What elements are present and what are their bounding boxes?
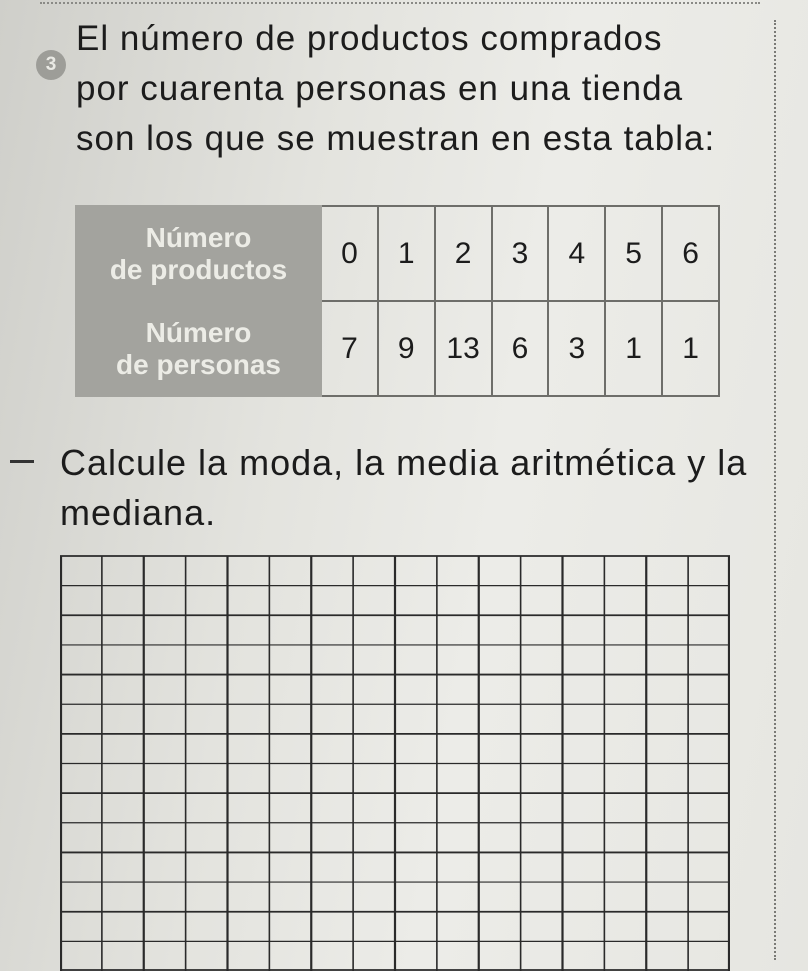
- table-cell: 4: [548, 206, 605, 301]
- table-cell: 6: [662, 206, 719, 301]
- header-cell-people: [76, 301, 321, 396]
- frequency-table-container: [75, 205, 720, 397]
- table-row-products: [76, 206, 719, 301]
- exercise-intro-text: El número de productos comprados por cuarenta personas en una tienda son los que se muestran en esta tabla:: [76, 19, 716, 158]
- exercise-question: Calcule la moda, la media aritmética y la mediana.: [60, 442, 748, 533]
- answer-grid: [60, 548, 730, 971]
- table-cell: 9: [378, 301, 435, 396]
- table-cell: 1: [378, 206, 435, 301]
- table-row-people: [76, 301, 719, 396]
- table-cell: 1: [605, 301, 662, 396]
- header-cell-products: [76, 206, 321, 301]
- header-line: de personas: [116, 348, 281, 380]
- table-cell: 0: [321, 206, 378, 301]
- answer-grid-area: [60, 548, 730, 971]
- table-cell: 1: [662, 301, 719, 396]
- header-line: Número: [145, 316, 252, 348]
- right-dotted-margin: [774, 20, 776, 960]
- header-line: de productos: [109, 253, 288, 285]
- table-cell: 3: [492, 206, 549, 301]
- frequency-table: [75, 205, 720, 397]
- table-cell: 3: [548, 301, 605, 396]
- table-cell: 13: [435, 301, 492, 396]
- top-dotted-border: [40, 2, 760, 4]
- table-cell: 6: [492, 301, 549, 396]
- table-cell: 5: [605, 206, 662, 301]
- table-cell: 7: [321, 301, 378, 396]
- margin-dash-mark: [10, 460, 34, 463]
- table-cell: 2: [435, 206, 492, 301]
- exercise-number-badge: 3: [36, 50, 66, 80]
- header-line: Número: [145, 221, 252, 253]
